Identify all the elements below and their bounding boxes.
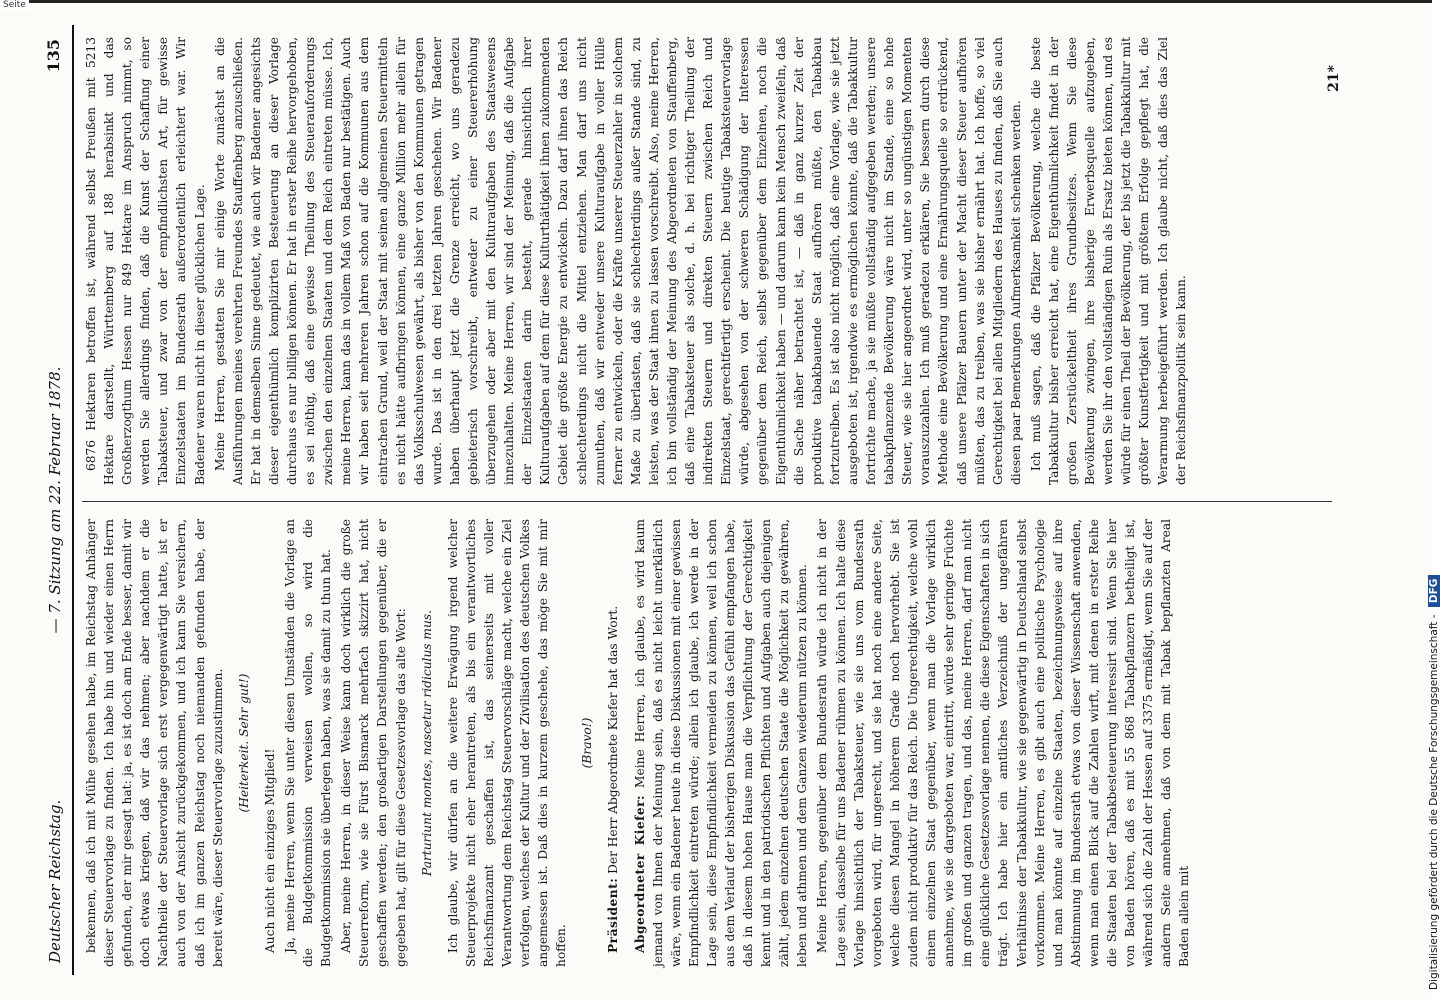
paragraph: Auch nicht ein einziges Mitglied! [262, 748, 277, 953]
right-text-column [82, 37, 1332, 485]
scan-corner-label: Seite [0, 0, 29, 10]
column-divider [82, 501, 1332, 502]
speaker-paragraph [631, 519, 812, 967]
header-session: — 7. Sitzung am 22. Februar 1878. [46, 366, 64, 634]
signature-mark: 21* [1326, 65, 1342, 92]
paragraph: Ich muß sagen, daß die Pfälzer Bevölkerung, welche die beste Tabakkultur bisher erreicht hat, eine Eigenthümlichkeit findet in der großen Zerstückeltheit ihres Grundbesitzes. Wenn Sie diese Bevölkerung zwingen, ihre bisherige Erwerbsquelle aufzugeben, werden Sie ihr den vollständigen Ruin als Ersatz bieten können, und es würde für einen Theil der Bevölkerung, der bis jetzt die Tabakkultur mit größter Kunstfertigkeit und mit größtem Erfolge gepflegt hat, die Verarmung herbeigeführt werden. Ich glaube nicht, daß dies das Ziel der Reichsfinanzpolitik sein kann. [1028, 37, 1188, 485]
paragraph: Meine Herren, gestatten Sie mir einige Worte zunächst an die Ausführungen meines verehrten Freundes Stauffenberg anzuschließen. Er hat in demselben Sinne gedeutet, wie auch wir Badener angesichts dieser eigenthümlich komplizirten Besteuerung an dieser Vorlage durchaus es nur billigen können. Er hat in erster Reihe hervorgehoben, es sei nöthig, daß eine gewisse Theilung des Steuerauforderungs zwischen den einzelnen Staaten und dem Reich eintreten müsse. Ich, meine Herren, kann das in vollem Maß von Baden nur bestätigen. Auch wir haben seit mehreren Jahren schon auf die Kommunen aus dem eintrachen Grund, weil der Staat mit seinen allgemeinen Steuermitteln es nicht hätte aufbringen können, eine ganze Million mehr allein für das Volksschulwesen gewährt, als bisher von den Kommunen getragen wurde. Das ist in den drei letzten Jahren geschehen. Wir Badener haben überhaupt jetzt die Grenze erreicht, wo uns geradezu gebieterisch vorschreibt, entweder zu einer Steuererhöhung überzugehen oder aber mit den Kulturaufgaben des Staatswesens innezuhalten. Meine Herren, wir sind der Meinung, daß die Aufgabe der Einzelstaaten darin besteht, gerade hinsichtlich ihrer Kulturaufgaben auf dem für diese Kulturthätigkeit ihnen zukommenden Gebiet die größte Energie zu entwickeln. Dazu darf ihnen das Reich schlechterdings nicht die Mittel entziehen. Man darf uns nicht zumuthen, daß wir entweder unsere Kulturaufgabe in voller Hülle ferner zu entwickeln, oder die Kräfte unserer Steuerzahler in solchem Maße zu überlasten, daß sie schlechterdings außer Stande sind, zu leisten, was der Staat ihnen zu lassen vorschreibt. Also, meine Herren, ich bin vollständig der Meinung des Abgeordneten von Stauffenberg, daß eine Tabaksteuer als solche, d. h. bei richtiger Theilung der indirekten Steuern und direkten Steuern zwischen Reich und Einzelstaat, gerechtfertigt erscheint. Die heutige Tabaksteuervorlage würde, abgesehen von der schweren Schädigung der Interessen gegenüber dem Reich, selbst gegenüber dem Einzelnen, noch die Eigenthümlichkeit haben — und darum kann kein Mensch zweifeln, daß die Sache näher betrachtet ist, — daß in ganz kurzer Zeit der produktive tabakbauende Staat aufhören müßte, den Tabakbau fortzutreiben. Es ist also nicht möglich, daß eine Vorlage, wie sie jetzt ausgeboten ist, irgendwie es ermöglichen könnte, daß die Tabakkultur fortrichte mache, ja sie müßte vollständig aufgegeben werden; unsere tabakpflanzende Bevölkerung wäre nicht im Stande, eine so hohe Steuer, wie sie hier angeordnet wird, unter so ungünstigen Momenten vorauszuzahlen. Ich muß geradezu erklären, Sie bessern durch diese Methode eine Bevölkerung und eine Ernährungsquelle so erdrückend, daß unsere Pfälzer Bauern unter der Macht dieser Steuer aufhören müßten, das zu treiben, was sie bisher ernährt hat. Ich hoffe, so viel Gerechtigkeit bei allen Mitgliedern des Hauses zu finden, daß Sie auch diesen paar Bemerkungen Aufmerksamkeit schenken werden. [212, 37, 1023, 485]
speaker-name: Abgeordneter Kiefer: [632, 794, 647, 953]
speech-text: Meine Herren, ich glaube, es wird kaum jemand von Ihnen der Meinung sein, daß es nicht leicht unerklärlich wäre, wenn ein Badener heute in diese Diskussionen mit einer gewissen Empfindlichkeit eintreten würde; allein ich glaube, ich werde in der Lage sein, diese Empfindlichkeit vermeiden zu können, weil ich schon aus dem Verlauf der bisherigen Diskussion das Gefühl empfangen habe, daß in diesem hohen Hause man die Verpflichtung der Gerechtigkeit kennt und in den patriotischen Pflichten und Aufgaben auch diejenigen zählt, jedem einzelnen deutschen Staate die Möglichkeit zu gewähren, leben und athmen und dem Ganzen wiederum nützen zu können. [632, 518, 810, 967]
paragraph: bekennen, daß ich mit Mühe gesehen habe, im Reichstag Anhänger dieser Steuervorlage zu finden. Ich habe hin und wieder einen Herrn gefunden, der mir gesagt hat: ja, es ist doch am Ende besser, damit wir doch etwas kriegen, daß wir das nehmen; aber nachdem er die Nachtheile der Steuervorlage sich erst vergegenwärtigt hatte, ist er auch von der Ansicht zurückgekommen, und ich kann Sie versichern, daß ich im ganzen Reichstag noch niemanden gefunden habe, der bereit wäre, dieser Steuervorlage zuzustimmen. [84, 519, 225, 967]
header-publication: Deutscher Reichstag. [46, 799, 64, 963]
paragraph: Ja, meine Herren, wenn Sie unter diesen Umständen die Vorlage an die Budgetkommission verweisen wollen, so wird die Budgetkommission sie überlegen haben, was sie damit zu thun hat. [282, 519, 334, 967]
rotated-newspaper-page [38, 25, 1348, 975]
page-header [38, 25, 74, 975]
page-number: 135 [44, 39, 63, 73]
paragraph: Meine Herren, gegenüber dem Bundesrath würde ich nicht in der Lage sein, dasselbe für uns Badener rühmen zu können. Ich halte diese Vorlage hinsichtlich der Tabaksteuer, wie sie uns vom Bundesrath vorgeboten wird, für ungerecht, und sie hat noch eine andere Seite, welche diesen Mangel in höherem Grade noch hervorhebt. Sie ist zudem nicht produktiv für das Reich. Die Ungerechtigkeit, welche wohl einem einzelnen Staat gegenüber, wenn man die Vorlage wirklich annehme, wie sie dargeboten war, eintritt, würde sehr geringe Früchte im großen und ganzen tragen, und das, meine Herren, darf man nicht eine glückliche Gesetzesvorlage nennen, die diese Eigenschaften in sich trägt. Ich habe hier ein amtliches Verzeichniß der ungefähren Verhältnisse der Tabakkultur, wie sie gegenwärtig in Deutschland selbst vorkommen. Meine Herren, es gibt auch eine politische Psychologie und man könnte auf einzelne Staaten, bezeichnungsweise auf ihre Abstimmung im Bundesrath etwas von dieser Wissenschaft anwenden, wenn man einen Blick auf die Zahlen wirft, mit denen in erster Reihe die Staaten bei der Tabakbesteuerung interessirt sind. Wenn Sie hier von Baden hören, daß es mit 55 868 Tabakpflanzern betheiligt ist, während sich die Zahl der Hessen auf 3375 ermäßigt, wenn Sie auf der andern Seite annehmen, daß von dem mit Tabak bepflanzten Areal Baden allein mit [815, 519, 1192, 967]
speech-text: Der Herr Abgeordnete Kiefer hat das Wort. [606, 605, 621, 878]
interjection: Parturiunt montes, nascetur ridiculus mus. [419, 610, 434, 876]
paragraph: Aber, meine Herren, in dieser Weise kann doch wirklich die große Steuerreform, wie sie Fürst Bismarck mehrfach skizzirt hat, nicht geschaffen werden; den großartigen Darstellungen gegenüber, die er gegeben hat, gilt für diese Gesetzesvorlage das alte Wort: [339, 519, 408, 967]
speaker-paragraph [604, 519, 622, 967]
dfg-logo: DFG [1428, 575, 1440, 608]
scan-top-border [0, 0, 1432, 3]
speaker-name: Präsident: [606, 877, 621, 953]
left-text-column [82, 519, 1332, 967]
dfg-credit-text: Digitalisierung gefördert durch die Deutsche Forschungsgemeinschaft - [1428, 614, 1440, 990]
interjection: (Heiterkeit. Sehr gut!) [236, 673, 251, 813]
paragraph: Ich glaube, wir dürfen an die weitere Erwägung irgend welcher Steuerprojekte nicht eher herantreten, als bis ein verantwortliches Reichsfinanzamt geschaffen ist, das seinerseits mit voller Verantwortung dem Reichstag Steuervorschläge macht, welche ein Ziel verfolgen, welches der Kultur und der Zivilisation des deutschen Volkes angemessen ist. Daß dies in kurzem geschehe, das möge Sie mit mir hoffen. [445, 519, 569, 967]
dfg-credit [1428, 10, 1440, 990]
interjection: (Bravo!) [580, 717, 595, 769]
paragraph: 6876 Hektaren betroffen ist, während selbst Preußen mit 5213 Hektare darstellt, Württemberg auf 188 herabsinkt und das Großherzogthum Hessen nur 849 Hektare im Anspruch nimmt, so werden Sie allerdings finden, daß die Kunst der Schaffung einer Tabaksteuer, und zwar von der empfindlichsten Art, für gewisse Einzelstaaten im Bundesrath außerordentlich erleichtert war. Wir Badener waren nicht in dieser glücklichen Lage. [84, 37, 207, 485]
